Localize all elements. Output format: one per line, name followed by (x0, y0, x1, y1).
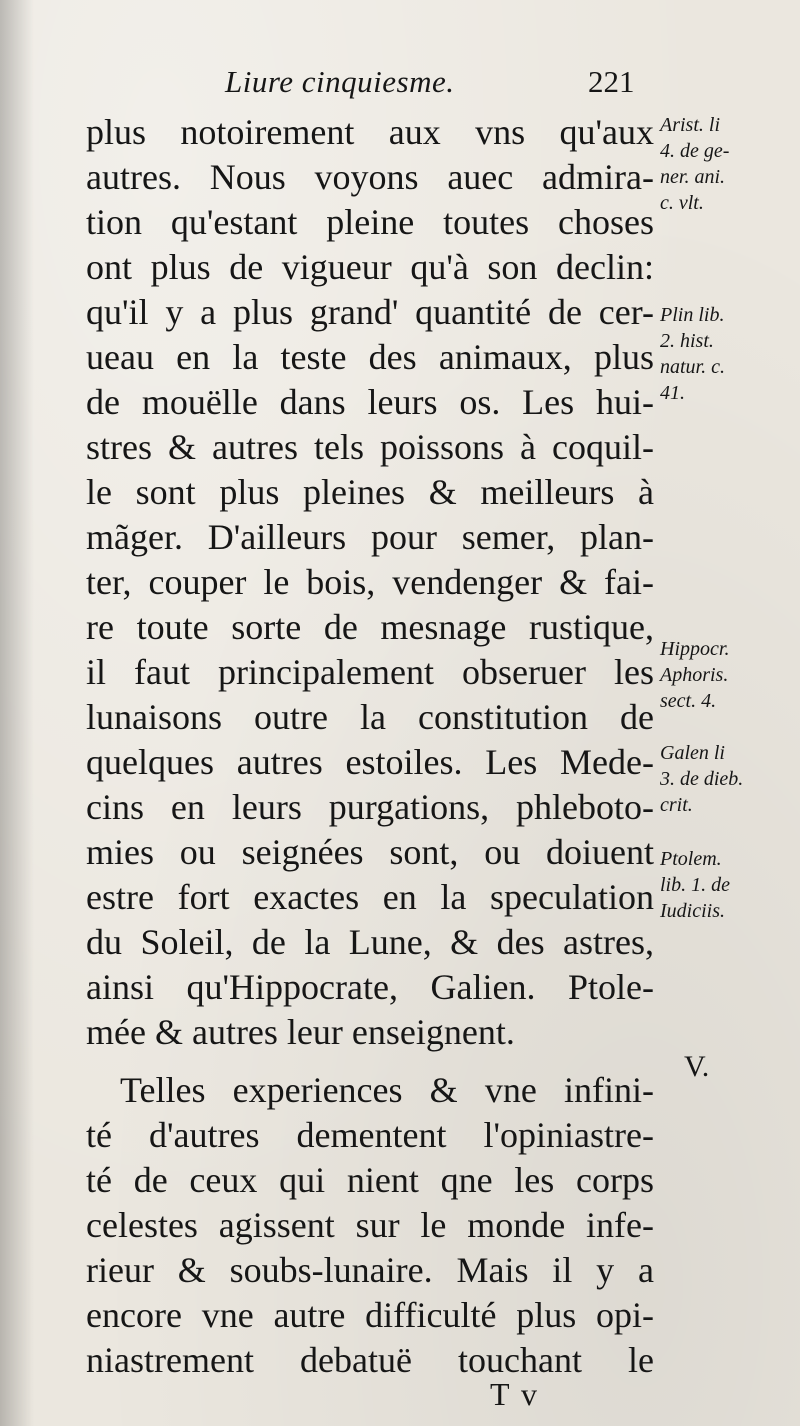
marginal-note-hippocrates (660, 636, 794, 714)
text-line: celestes agissent sur le monde infe- (86, 1205, 654, 1245)
marginal-line: 3. de dieb. (660, 768, 744, 790)
marginal-line: lib. 1. de (660, 874, 730, 896)
marginal-line: Galen li (660, 742, 725, 764)
text-line: rieur & soubs-lunaire. Mais il y a (86, 1250, 654, 1290)
text-line: lunaisons outre la constitution de (86, 697, 654, 737)
text-line: té de ceux qui nient qne les corps (86, 1160, 654, 1200)
text-line: ter, couper le bois, vendenger & fai- (86, 562, 654, 602)
marginal-note-galen (660, 740, 794, 818)
text-line: encore vne autre difficulté plus opi- (86, 1295, 654, 1335)
signature-mark: T v (490, 1376, 539, 1412)
text-line: autres. Nous voyons auec admira- (86, 157, 654, 197)
text-line: ainsi qu'Hippocrate, Galien. Ptole- (86, 967, 654, 1007)
marginal-line: Iudiciis. (660, 900, 725, 922)
marginal-line: Arist. li (660, 114, 721, 136)
marginal-line: c. vlt. (660, 192, 704, 214)
text-line: mãger. D'ailleurs pour semer, plan- (86, 517, 654, 557)
running-title: Liure cinquiesme. (225, 64, 455, 99)
marginal-note-aristotle (660, 112, 794, 216)
marginal-line: 41. (660, 382, 685, 404)
text-line: cins en leurs purgations, phleboto- (86, 787, 654, 827)
marginal-note-pliny (660, 302, 794, 406)
text-line: té d'autres dementent l'opiniastre- (86, 1115, 654, 1155)
marginal-line: 2. hist. (660, 330, 714, 352)
text-line: mies ou seignées sont, ou doiuent (86, 832, 654, 872)
marginal-line: Plin lib. (660, 304, 725, 326)
marginal-note-ptolemy (660, 846, 794, 924)
marginal-line: 4. de ge- (660, 140, 730, 162)
body-text (86, 110, 654, 1383)
text-line: niastrement debatuë touchant le (86, 1340, 654, 1380)
marginal-line: ner. ani. (660, 166, 725, 188)
text-line: stres & autres tels poissons à coquil- (86, 427, 654, 467)
marginal-line: sect. 4. (660, 690, 717, 712)
text-line: quelques autres estoiles. Les Mede- (86, 742, 654, 782)
text-line: tion qu'estant pleine toutes choses (86, 202, 654, 242)
text-line: re toute sorte de mesnage rustique, (86, 607, 654, 647)
text-line: il faut principalement obseruer les (86, 652, 654, 692)
text-line: le sont plus pleines & meilleurs à (86, 472, 654, 512)
paragraph-start-line: Telles experiences & vne infini- (120, 1070, 654, 1110)
section-mark: V. (684, 1050, 710, 1083)
marginal-line: Aphoris. (660, 664, 729, 686)
text-line: qu'il y a plus grand' quantité de cer- (86, 292, 654, 332)
marginal-line: Ptolem. (660, 848, 722, 870)
marginal-line: Hippocr. (660, 638, 730, 660)
binding-shadow (0, 0, 34, 1426)
text-line: ont plus de vigueur qu'à son declin: (86, 247, 654, 287)
text-line: de mouëlle dans leurs os. Les hui- (86, 382, 654, 422)
text-line: du Soleil, de la Lune, & des astres, (86, 922, 654, 962)
paragraph-end-line: mée & autres leur enseignent. (86, 1012, 515, 1052)
text-line: ueau en la teste des animaux, plus (86, 337, 654, 377)
marginal-line: crit. (660, 794, 693, 816)
text-line: plus notoirement aux vns qu'aux (86, 112, 654, 152)
marginal-line: natur. c. (660, 356, 725, 378)
text-line: estre fort exactes en la speculation (86, 877, 654, 917)
page-number: 221 (588, 64, 635, 99)
